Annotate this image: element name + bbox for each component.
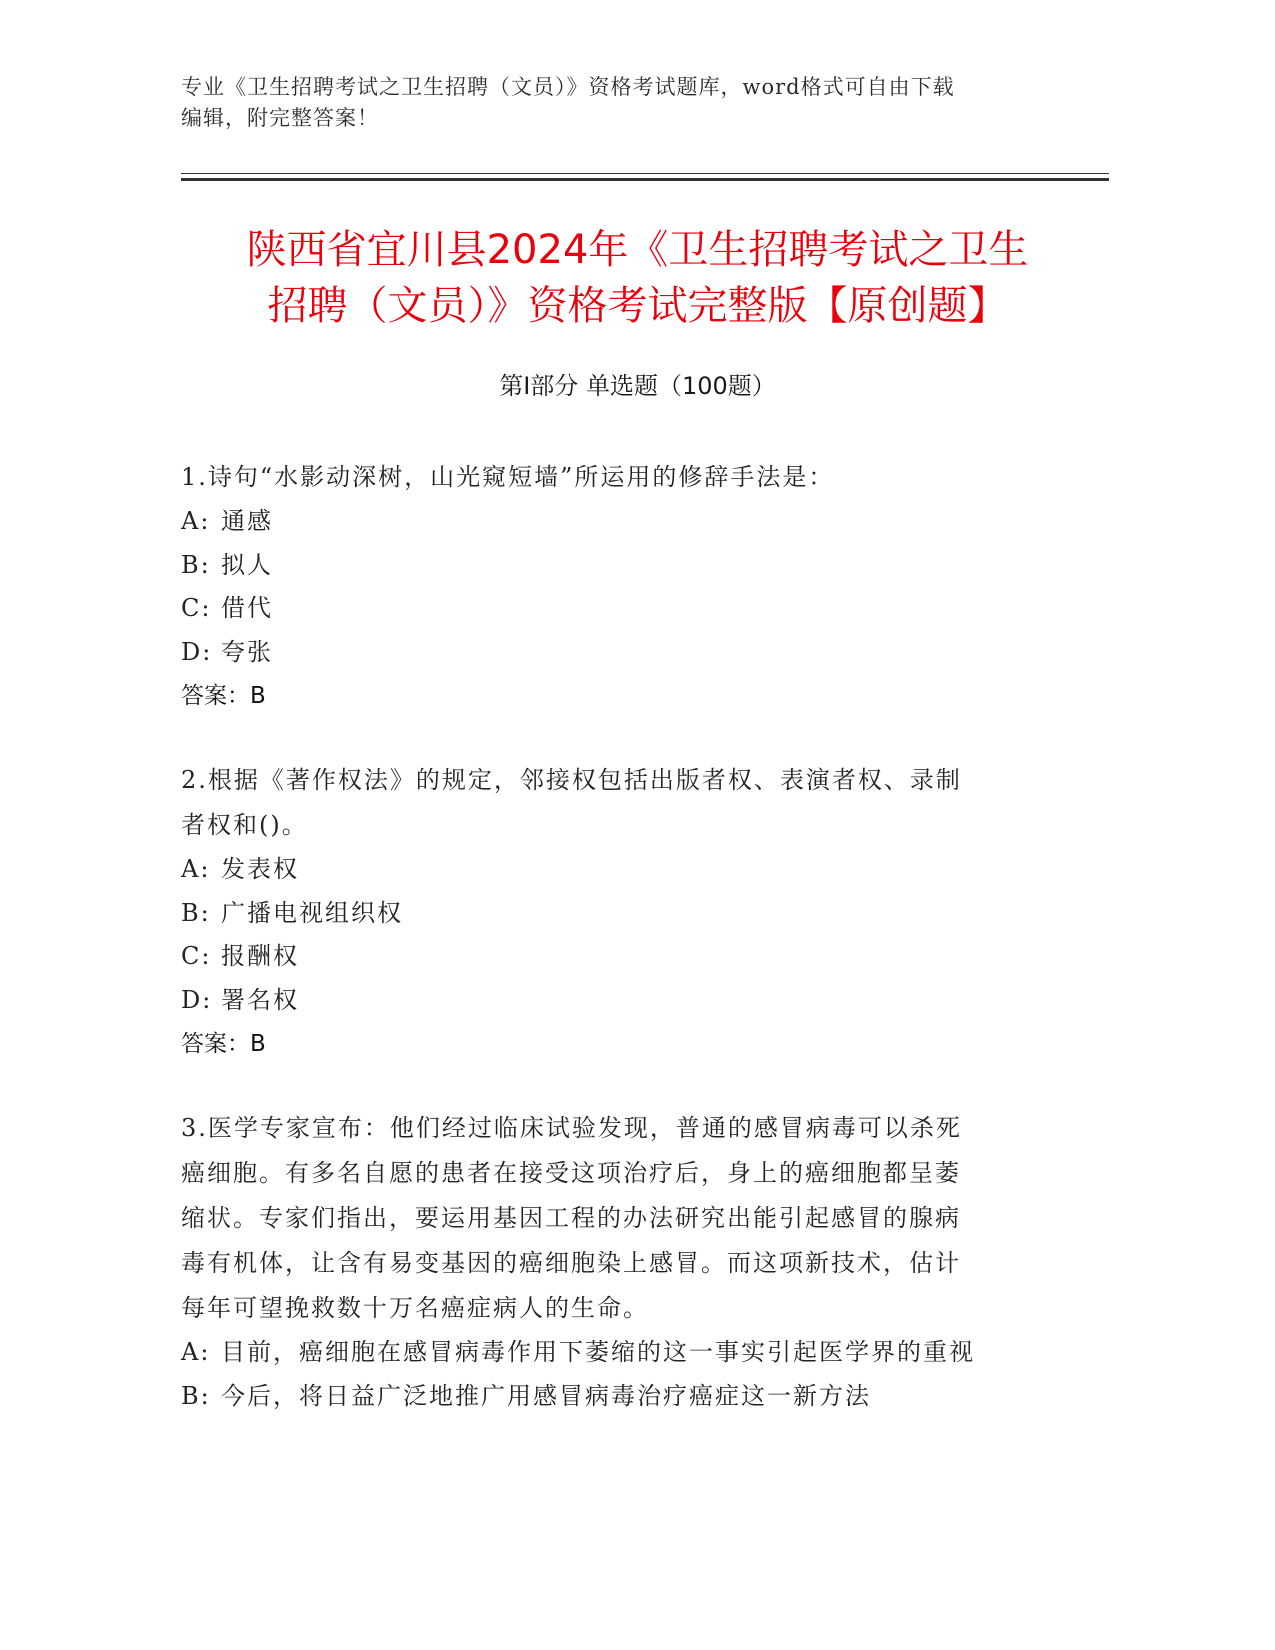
- question-2: [181, 758, 1041, 1066]
- question-stem-line: 2.根据《著作权法》的规定，邻接权包括出版者权、表演者权、录制: [181, 766, 962, 794]
- option-text: 目前，癌细胞在感冒病毒作用下萎缩的这一事实引起医学界的重视: [221, 1338, 975, 1366]
- option-key: A:: [181, 507, 211, 535]
- option-key: A:: [181, 1338, 211, 1366]
- option-key: D:: [181, 637, 213, 666]
- option-b: [181, 544, 1041, 588]
- option-text: 发表权: [221, 855, 299, 883]
- option-key: D:: [181, 985, 213, 1014]
- option-d: [181, 631, 1041, 675]
- option-text: 夸张: [221, 637, 273, 666]
- document-title: [150, 222, 1125, 334]
- option-c: [181, 587, 1041, 631]
- header-note-line-1: 专业《卫生招聘考试之卫生招聘（文员）》资格考试题库，word格式可自由下载: [181, 75, 955, 99]
- option-a: [181, 500, 1041, 544]
- option-d: [181, 979, 1041, 1023]
- question-1: [181, 455, 1041, 718]
- option-key: B:: [181, 898, 211, 927]
- question-stem-line: 每年可望挽救数十万名癌症病人的生命。: [181, 1294, 649, 1322]
- option-a: [181, 848, 1041, 892]
- option-key: A:: [181, 855, 211, 883]
- option-b: [181, 892, 1041, 936]
- question-stem-line: 癌细胞。有多名自愿的患者在接受这项治疗后，身上的癌细胞都呈萎: [181, 1159, 961, 1187]
- header-note-line-2: 编辑，附完整答案！: [181, 106, 379, 130]
- option-key: C:: [181, 942, 212, 970]
- option-text: 署名权: [221, 985, 299, 1014]
- option-a: [181, 1331, 1041, 1375]
- section-heading: 第Ⅰ部分 单选题（100题）: [499, 372, 776, 400]
- question-stem: 1.诗句“水影动深树，山光窥短墙”所运用的修辞手法是：: [181, 463, 835, 491]
- question-stem-line: 缩状。专家们指出，要运用基因工程的办法研究出能引起感冒的腺病: [181, 1204, 961, 1232]
- option-key: C:: [181, 594, 212, 622]
- option-b: [181, 1375, 1041, 1419]
- header-note: [181, 72, 1061, 134]
- document-title-line-1: 陕西省宜川县2024年《卫生招聘考试之卫生: [246, 227, 1029, 273]
- answer-line: 答案：B: [181, 1031, 266, 1057]
- answer-line: 答案：B: [181, 683, 266, 709]
- option-text: 通感: [221, 507, 273, 535]
- question-list: [181, 455, 1041, 1458]
- option-text: 广播电视组织权: [221, 898, 403, 927]
- option-key: B:: [181, 1381, 211, 1410]
- header-divider-thin: [181, 173, 1109, 174]
- question-stem-line: 者权和()。: [181, 811, 308, 839]
- header-divider-thick: [181, 178, 1109, 181]
- option-text: 今后，将日益广泛地推广用感冒病毒治疗癌症这一新方法: [221, 1381, 871, 1410]
- question-3: [181, 1106, 1041, 1418]
- document-title-line-2: 招聘（文员）》资格考试完整版【原创题】: [267, 283, 1008, 329]
- option-key: B:: [181, 550, 211, 579]
- question-stem-line: 3.医学专家宣布：他们经过临床试验发现，普通的感冒病毒可以杀死: [181, 1114, 962, 1142]
- option-text: 借代: [221, 594, 273, 622]
- option-text: 拟人: [221, 550, 273, 579]
- question-stem-line: 毒有机体，让含有易变基因的癌细胞染上感冒。而这项新技术，估计: [181, 1249, 961, 1277]
- option-text: 报酬权: [221, 942, 299, 970]
- option-c: [181, 935, 1041, 979]
